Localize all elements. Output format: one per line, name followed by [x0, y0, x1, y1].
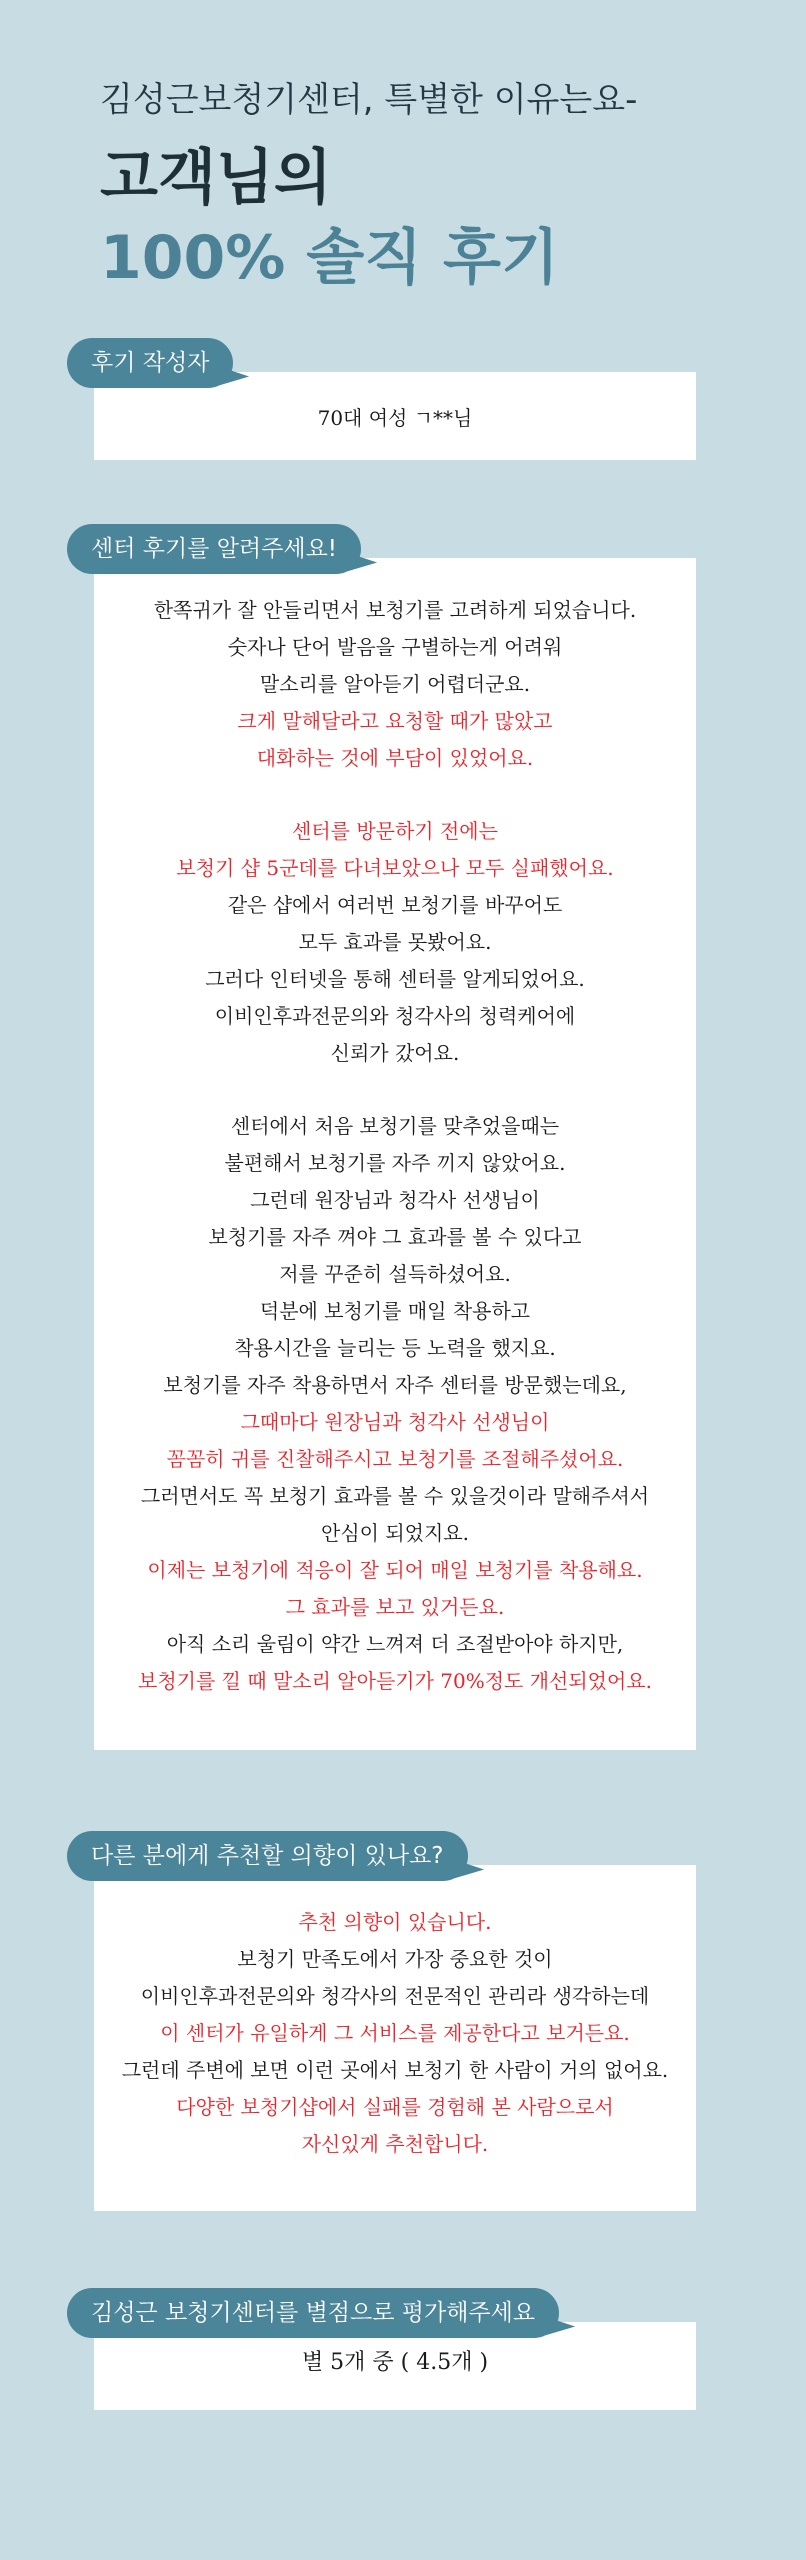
rating-value: 별 5개 중 ( 4.5개 ) [301, 2350, 489, 2375]
text-line: 신뢰가 갔어요. [330, 1041, 460, 1065]
text-line: 그러면서도 꼭 보청기 효과를 볼 수 있을것이라 말해주셔서 [140, 1484, 650, 1508]
text-line: 숫자나 단어 발음을 구별하는게 어려워 [227, 635, 563, 659]
text-line: 보청기를 자주 착용하면서 자주 센터를 방문했는데요, [163, 1373, 627, 1397]
text-line: 저를 꾸준히 설득하셨어요. [279, 1262, 511, 1286]
page-title: 고객님의 [100, 143, 332, 213]
author-label-bubble [67, 338, 233, 388]
review-text [94, 592, 696, 1700]
text-line: 보청기 만족도에서 가장 중요한 것이 [237, 1947, 553, 1971]
highlight-line: 보청기 샵 5군데를 다녀보았으나 모두 실패했어요. [176, 856, 614, 880]
text-line: 센터에서 처음 보청기를 맞추었을때는 [230, 1114, 560, 1138]
highlight-line: 다양한 보청기샵에서 실패를 경험해 본 사람으로서 [176, 2095, 614, 2119]
recommend-label-bubble [67, 1831, 468, 1881]
highlight-line: 대화하는 것에 부담이 있었어요. [256, 746, 534, 770]
recommend-label: 다른 분에게 추천할 의향이 있나요? [91, 1843, 444, 1869]
header [100, 78, 637, 294]
rating-label-bubble [67, 2288, 559, 2338]
text-line: 이비인후과전문의와 청각사의 전문적인 관리라 생각하는데 [140, 1984, 650, 2008]
paragraph-gap [94, 1072, 696, 1108]
highlight-line: 이 센터가 유일하게 그 서비스를 제공한다고 보거든요. [160, 2021, 630, 2045]
recommend-card [94, 1865, 696, 2211]
text-line: 말소리를 알아듣기 어렵더군요. [259, 672, 531, 696]
text-line: 한쪽귀가 잘 안들리면서 보청기를 고려하게 되었습니다. [153, 598, 637, 622]
recommend-text [94, 1904, 696, 2163]
highlight-line: 센터를 방문하기 전에는 [292, 819, 498, 843]
text-line: 덕분에 보청기를 매일 착용하고 [259, 1299, 531, 1323]
highlight-line: 자신있게 추천합니다. [301, 2132, 489, 2156]
highlight-line: 크게 말해달라고 요청할 때가 많았고 [237, 709, 553, 733]
text-line: 불편해서 보청기를 자주 끼지 않았어요. [224, 1151, 566, 1175]
text-line: 그런데 주변에 보면 이런 곳에서 보청기 한 사람이 거의 없어요. [121, 2058, 669, 2082]
paragraph-gap [94, 777, 696, 813]
text-line: 같은 샵에서 여러번 보청기를 바꾸어도 [227, 893, 563, 917]
highlight-line: 추천 의향이 있습니다. [298, 1910, 492, 1934]
text-line: 이비인후과전문의와 청각사의 청력케어에 [214, 1004, 576, 1028]
highlight-line: 그때마다 원장님과 청각사 선생님이 [240, 1410, 550, 1434]
author-label: 후기 작성자 [91, 350, 210, 376]
review-label: 센터 후기를 알려주세요! [91, 536, 338, 562]
highlight-line: 보청기를 낄 때 말소리 알아듣기가 70%정도 개선되었어요. [138, 1669, 652, 1693]
intro-text: 김성근보청기센터, 특별한 이유는요- [100, 80, 638, 120]
rating-label: 김성근 보청기센터를 별점으로 평가해주세요 [91, 2300, 536, 2326]
text-line: 착용시간을 늘리는 등 노력을 했지요. [234, 1336, 556, 1360]
highlight-line: 이제는 보청기에 적응이 잘 되어 매일 보청기를 착용해요. [147, 1558, 643, 1582]
text-line: 그러다 인터넷을 통해 센터를 알게되었어요. [205, 967, 585, 991]
text-line: 보청기를 자주 껴야 그 효과를 볼 수 있다고 [208, 1225, 582, 1249]
highlight-line: 꼼꼼히 귀를 진찰해주시고 보청기를 조절해주셨어요. [166, 1447, 624, 1471]
review-label-bubble [67, 524, 361, 574]
text-line: 그런데 원장님과 청각사 선생님이 [250, 1188, 540, 1212]
text-line: 아직 소리 울림이 약간 느껴져 더 조절받아야 하지만, [166, 1632, 624, 1656]
text-line: 안심이 되었지요. [321, 1521, 469, 1545]
text-line: 모두 효과를 못봤어요. [298, 930, 492, 954]
author-value: 70대 여성 ㄱ**님 [317, 406, 473, 430]
highlight-line: 그 효과를 보고 있거든요. [285, 1595, 505, 1619]
review-card [94, 558, 696, 1750]
page-subtitle: 100% 솔직 후기 [100, 223, 559, 293]
